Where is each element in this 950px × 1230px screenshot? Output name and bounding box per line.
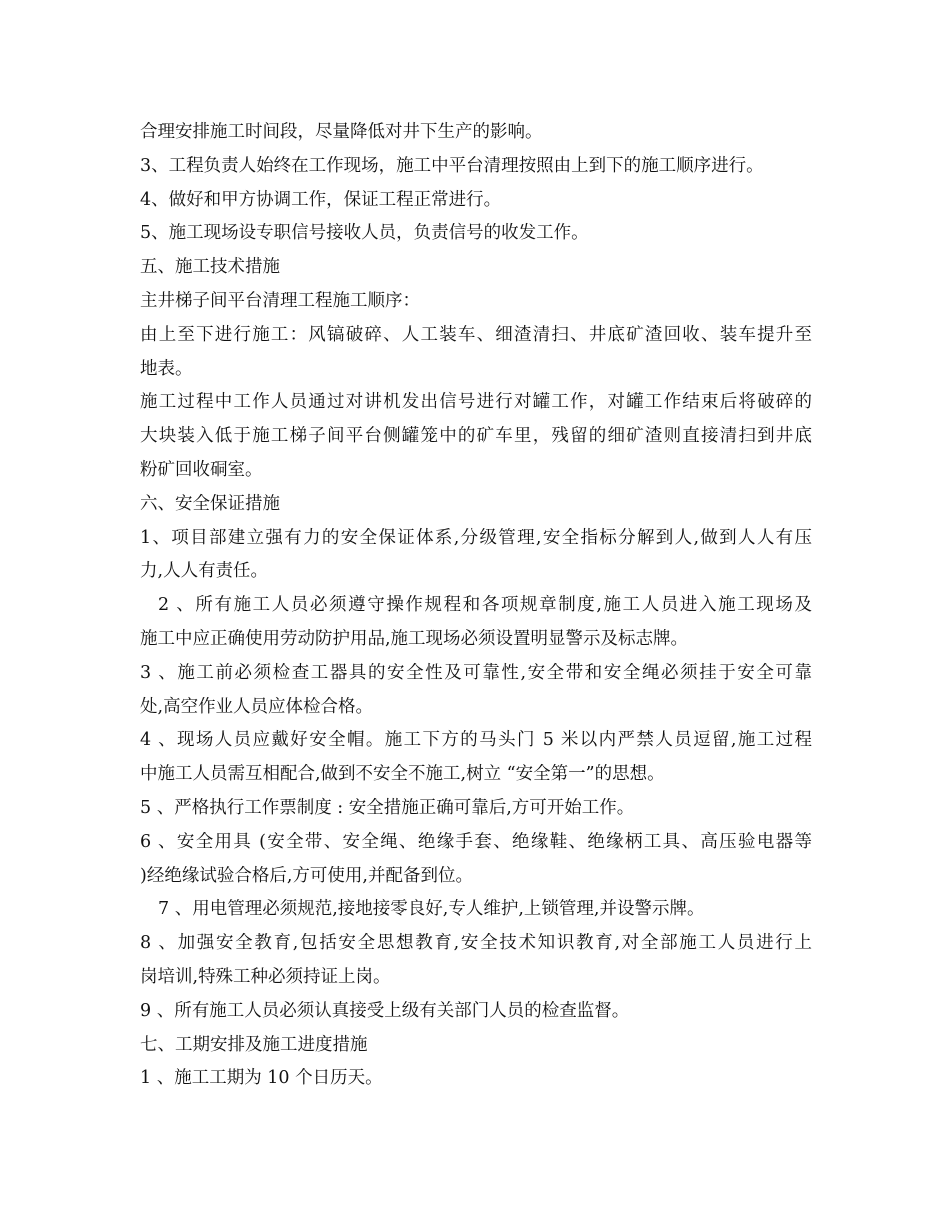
section-heading: 五、施工技术措施: [140, 257, 280, 278]
section-heading: 七、工期安排及施工进度措施: [140, 1034, 368, 1055]
list-item-continuation: 岗培训,特殊工种必须持证上岗。: [140, 966, 391, 987]
list-item: 6 、安全用具 (安全带、安全绳、绝缘手套、绝缘鞋、绝缘柄工具、高压验电器等: [140, 831, 812, 852]
paragraph-line: 合理安排施工时间段，尽量降低对井下生产的影响。: [140, 122, 543, 142]
paragraph-line: 施工过程中工作人员通过对讲机发出信号进行对罐工作，对罐工作结束后将破碎的: [140, 392, 812, 413]
list-item: 4 、现场人员应戴好安全帽。施工下方的马头门 5 米以内严禁人员逗留,施工过程: [140, 730, 812, 751]
list-item: 9 、所有施工人员必须认真接受上级有关部门人员的检查监督。: [140, 1000, 630, 1021]
list-item: 4、做好和甲方协调工作，保证工程正常进行。: [140, 189, 502, 210]
list-item-continuation: )经绝缘试验合格后,方可使用,并配备到位。: [140, 865, 473, 886]
list-item-continuation: 处,高空作业人员应体检合格。: [140, 696, 374, 717]
list-item: 7 、用电管理必须规范,接地接零良好,专人维护,上锁管理,并设警示牌。: [158, 899, 705, 920]
list-item-continuation: 施工中应正确使用劳动防护用品,施工现场必须设置明显警示及标志牌。: [140, 628, 689, 649]
paragraph-line: 粉矿回收硐室。: [140, 459, 263, 480]
list-item: 8 、加强安全教育,包括安全思想教育,安全技术知识教育,对全部施工人员进行上: [140, 933, 812, 954]
paragraph-line: 由上至下进行施工：风镐破碎、人工装车、细渣清扫、井底矿渣回收、装车提升至: [140, 324, 812, 345]
list-item: 5、施工现场设专职信号接收人员，负责信号的收发工作。: [140, 223, 589, 244]
list-item: 5 、严格执行工作票制度 : 安全措施正确可靠后,方可开始工作。: [140, 797, 635, 818]
list-item: 3 、施工前必须检查工器具的安全性及可靠性,安全带和安全绳必须挂于安全可靠: [140, 662, 812, 683]
section-heading: 六、安全保证措施: [140, 493, 280, 514]
paragraph-line: 主井梯子间平台清理工程施工顺序：: [140, 290, 420, 311]
document-body: [140, 116, 812, 1096]
list-item-continuation: 力,人人有责任。: [140, 561, 269, 582]
list-item: 1 、施工工期为 10 个日历天。: [140, 1068, 383, 1089]
list-item: 1、项目部建立强有力的安全保证体系,分级管理,安全指标分解到人,做到人人有压: [140, 527, 812, 548]
list-item: 3、工程负责人始终在工作现场，施工中平台清理按照由上到下的施工顺序进行。: [140, 155, 764, 176]
paragraph-line: 大块装入低于施工梯子间平台侧罐笼中的矿车里，残留的细矿渣则直接清扫到井底: [140, 426, 812, 447]
paragraph-line: 地表。: [140, 358, 193, 379]
list-item-continuation: 中施工人员需互相配合,做到不安全不施工,树立 “安全第一”的思想。: [140, 764, 665, 785]
list-item: 2 、所有施工人员必须遵守操作规程和各项规章制度,施工人员进入施工现场及: [158, 595, 812, 616]
